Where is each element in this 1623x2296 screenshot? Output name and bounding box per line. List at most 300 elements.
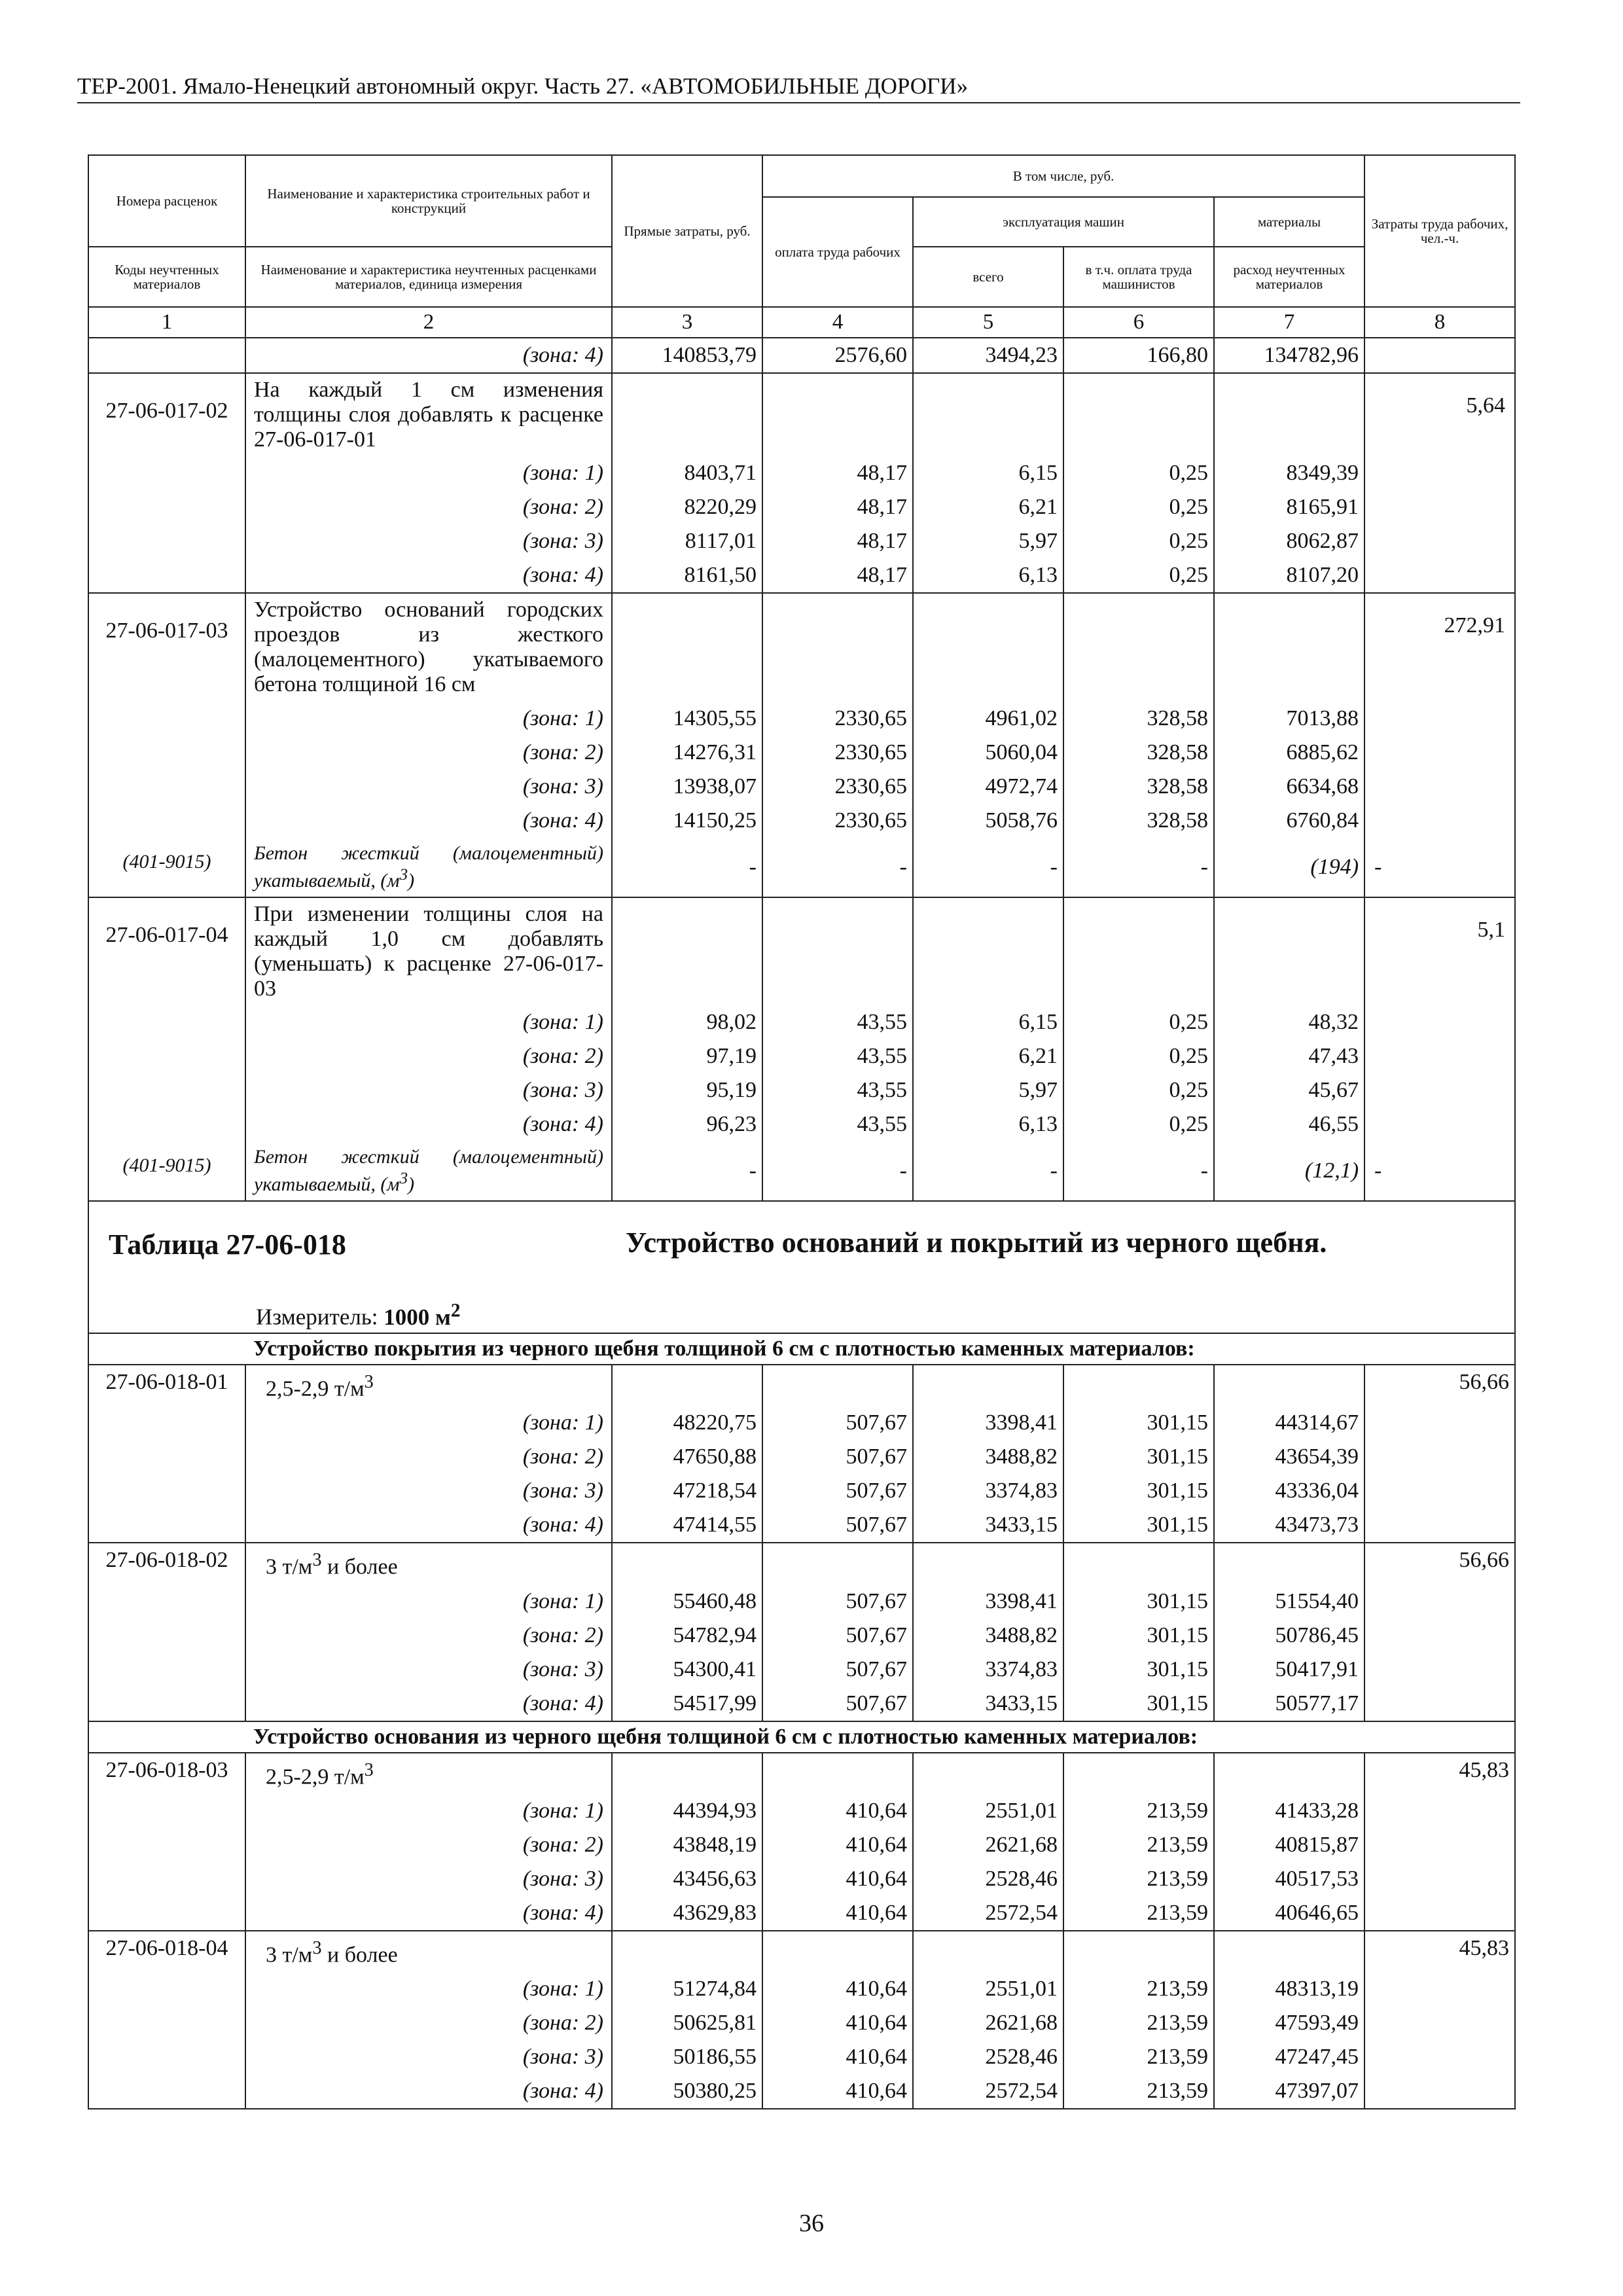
empty-cell [88, 702, 245, 736]
value-cell: 410,64 [762, 1862, 913, 1896]
rate-row [88, 1931, 1515, 1972]
zone-row [88, 456, 1515, 490]
value-cell: 43456,63 [612, 1862, 762, 1896]
carry-over-row [88, 338, 1515, 373]
empty-cell [88, 524, 245, 558]
value-cell: 410,64 [762, 1896, 913, 1931]
column-number: 7 [1214, 307, 1364, 338]
value-cell: 2572,54 [913, 2074, 1063, 2109]
rate-code: 27-06-017-03 [88, 593, 245, 701]
value-cell: 410,64 [762, 1972, 913, 2006]
zone-row [88, 1508, 1515, 1543]
empty-cell [1364, 1794, 1515, 1828]
empty-cell [913, 1931, 1063, 1972]
table-018-title: Устройство оснований и покрытий из черного щебня. [626, 1226, 1327, 1259]
dash-cell: - [612, 838, 762, 897]
value-cell: 47414,55 [612, 1508, 762, 1543]
value-cell: 43,55 [762, 1107, 913, 1141]
rate-row [88, 897, 1515, 1005]
zone-row [88, 1896, 1515, 1931]
material-description: Бетон жесткий (малоцементный) укатываемый, $(м^3)$ [245, 1141, 612, 1201]
zone-label: (зона: 4) [245, 558, 612, 593]
value-cell: 507,67 [762, 1406, 913, 1440]
zone-row [88, 736, 1515, 770]
value-cell: 8117,01 [612, 524, 762, 558]
value-cell: 213,59 [1063, 1828, 1214, 1862]
empty-cell [1364, 1619, 1515, 1653]
zone-row [88, 1107, 1515, 1141]
value-cell: 48313,19 [1214, 1972, 1364, 2006]
empty-cell [1364, 1039, 1515, 1073]
value-cell: 48,32 [1214, 1005, 1364, 1039]
value-cell: 3398,41 [913, 1406, 1063, 1440]
header-labor-pay: оплата труда рабочих [762, 197, 913, 307]
value-cell: 46,55 [1214, 1107, 1364, 1141]
empty-cell [913, 593, 1063, 701]
value-cell: 5,97 [913, 1073, 1063, 1107]
value-cell: 6,13 [913, 1107, 1063, 1141]
items-table-017 [88, 373, 1515, 1201]
header-including: В том числе, руб. [762, 155, 1364, 197]
zone-label: (зона: 4) [245, 1508, 612, 1543]
value-cell: 3488,82 [913, 1440, 1063, 1474]
value-cell: 6,21 [913, 490, 1063, 524]
zone-row [88, 558, 1515, 593]
value-cell: 2621,68 [913, 2006, 1063, 2040]
zone-label: (зона: 3) [245, 1474, 612, 1508]
zone-row [88, 1585, 1515, 1619]
zone-label: (зона: 2) [245, 1039, 612, 1073]
zone-row [88, 1474, 1515, 1508]
value-cell: 48,17 [762, 456, 913, 490]
rate-code: 27-06-017-04 [88, 897, 245, 1005]
zone-row [88, 1073, 1515, 1107]
empty-cell [913, 1365, 1063, 1406]
value-cell: 3398,41 [913, 1585, 1063, 1619]
value-cell: 0,25 [1063, 1005, 1214, 1039]
column-number: 1 [88, 307, 245, 338]
empty-cell [1063, 593, 1214, 701]
value-cell: 6,15 [913, 1005, 1063, 1039]
zone-row [88, 1687, 1515, 1721]
section-heading: Устройство покрытия из черного щебня толщиной 6 см с плотностью каменных материалов: [245, 1333, 1515, 1365]
value-cell: 54300,41 [612, 1653, 762, 1687]
zone-label: (зона: 4) [245, 804, 612, 838]
value-cell: 410,64 [762, 2006, 913, 2040]
rate-code: 27-06-018-03 [88, 1753, 245, 1794]
value-cell: 2551,01 [913, 1972, 1063, 2006]
rate-row [88, 593, 1515, 701]
empty-cell [913, 1753, 1063, 1794]
empty-cell [88, 1828, 245, 1862]
section-heading-row [88, 1333, 1515, 1365]
labor-cost: 45,83 [1364, 1931, 1515, 1972]
empty-cell [1364, 702, 1515, 736]
value-cell: 507,67 [762, 1687, 913, 1721]
value-cell: 48220,75 [612, 1406, 762, 1440]
zone-label: (зона: 3) [245, 1862, 612, 1896]
value-cell: 50625,81 [612, 2006, 762, 2040]
dash-cell: - [1364, 1141, 1515, 1201]
zone-row [88, 1619, 1515, 1653]
zone-label: (зона: 3) [245, 1073, 612, 1107]
empty-cell [88, 736, 245, 770]
rate-code: 27-06-018-04 [88, 1931, 245, 1972]
empty-cell [88, 1794, 245, 1828]
zone-row [88, 770, 1515, 804]
value-cell: 2621,68 [913, 1828, 1063, 1862]
empty-cell [1063, 1365, 1214, 1406]
empty-cell [913, 897, 1063, 1005]
value-cell: 507,67 [762, 1508, 913, 1543]
value-cell: 5,97 [913, 524, 1063, 558]
value-cell: 410,64 [762, 1828, 913, 1862]
empty-cell [88, 804, 245, 838]
value-cell: 2330,65 [762, 736, 913, 770]
value-cell: 48,17 [762, 490, 913, 524]
value-cell: 40517,53 [1214, 1862, 1364, 1896]
column-number: 6 [1063, 307, 1214, 338]
zone-label: (зона: 3) [245, 524, 612, 558]
value-cell: 97,19 [612, 1039, 762, 1073]
column-number: 5 [913, 307, 1063, 338]
value-cell: 41433,28 [1214, 1794, 1364, 1828]
empty-cell [612, 1931, 762, 1972]
measure-value: 1000 $м^2$ [383, 1299, 461, 1330]
value-cell: 50786,45 [1214, 1619, 1364, 1653]
header-material-codes: Коды неучтенных материалов [88, 247, 245, 307]
empty-cell [1214, 373, 1364, 456]
value-cell: 45,67 [1214, 1073, 1364, 1107]
empty-cell [88, 1440, 245, 1474]
empty-cell [1364, 736, 1515, 770]
empty-cell [1364, 1862, 1515, 1896]
dash-cell: - [913, 1141, 1063, 1201]
empty-cell [1364, 490, 1515, 524]
empty-cell [762, 897, 913, 1005]
zone-label: (зона: 1) [245, 1794, 612, 1828]
value-cell: 2330,65 [762, 804, 913, 838]
empty-cell [1364, 2074, 1515, 2109]
empty-cell [1364, 1440, 1515, 1474]
material-row [88, 838, 1515, 897]
value-cell: 301,15 [1063, 1653, 1214, 1687]
dash-cell: - [1063, 1141, 1214, 1201]
zone-row [88, 1406, 1515, 1440]
empty-cell [1364, 524, 1515, 558]
value-cell: 328,58 [1063, 702, 1214, 736]
zone-label: (зона: 2) [245, 736, 612, 770]
zone-row [88, 804, 1515, 838]
value-cell: 14150,25 [612, 804, 762, 838]
empty-cell [1364, 1828, 1515, 1862]
value-cell: 47593,49 [1214, 2006, 1364, 2040]
material-code: (401-9015) [88, 838, 245, 897]
value-cell: 2551,01 [913, 1794, 1063, 1828]
dash-cell: - [1063, 838, 1214, 897]
value-cell: 6,13 [913, 558, 1063, 593]
value-cell: 14305,55 [612, 702, 762, 736]
value-cell: 95,19 [612, 1073, 762, 1107]
value-cell: 301,15 [1063, 1508, 1214, 1543]
value-cell: 328,58 [1063, 804, 1214, 838]
empty-cell [1364, 1687, 1515, 1721]
zone-row [88, 1794, 1515, 1828]
value-cell: 8220,29 [612, 490, 762, 524]
zone-label: (зона: 1) [245, 1005, 612, 1039]
value-cell: 44314,67 [1214, 1406, 1364, 1440]
dash-cell: - [612, 1141, 762, 1201]
value-cell: 0,25 [1063, 558, 1214, 593]
zone-row [88, 1440, 1515, 1474]
rate-code: 27-06-018-01 [88, 1365, 245, 1406]
empty-cell [88, 1474, 245, 1508]
value-cell: 301,15 [1063, 1474, 1214, 1508]
value-cell: 4961,02 [913, 702, 1063, 736]
empty-cell [88, 1972, 245, 2006]
labor-cost: 56,66 [1364, 1543, 1515, 1584]
zone-row [88, 1972, 1515, 2006]
header-materials-unaccounted: расход неучтенных материалов [1214, 247, 1364, 307]
column-number: 3 [612, 307, 762, 338]
rate-description: 3 $т/м^3$ и более [245, 1543, 612, 1584]
value-cell: 50577,17 [1214, 1687, 1364, 1721]
empty-cell [1364, 1896, 1515, 1931]
value-cell: 2528,46 [913, 2040, 1063, 2074]
value-cell: 3433,15 [913, 1687, 1063, 1721]
value-cell: 6,21 [913, 1039, 1063, 1073]
value-cell: 507,67 [762, 1440, 913, 1474]
empty-cell [88, 2040, 245, 2074]
empty-cell [1364, 770, 1515, 804]
value-cell: 3374,83 [913, 1653, 1063, 1687]
value-cell: 43,55 [762, 1073, 913, 1107]
material-code: (401-9015) [88, 1141, 245, 1201]
material-quantity: (194) [1214, 838, 1364, 897]
empty-cell [762, 593, 913, 701]
zone-row [88, 702, 1515, 736]
value-cell: 6760,84 [1214, 804, 1364, 838]
value-cell: 14276,31 [612, 736, 762, 770]
header-work-name: Наименование и характеристика строительных работ и конструкций [245, 155, 612, 247]
value-cell: 3488,82 [913, 1619, 1063, 1653]
empty-cell [88, 1862, 245, 1896]
value-cell: 43,55 [762, 1005, 913, 1039]
value-cell: 213,59 [1063, 2006, 1214, 2040]
empty-cell [1364, 1508, 1515, 1543]
value-cell: 301,15 [1063, 1406, 1214, 1440]
value-cell: 0,25 [1063, 1039, 1214, 1073]
zone-label: (зона: 4) [245, 2074, 612, 2109]
value-cell: 5058,76 [913, 804, 1063, 838]
empty-cell [762, 1753, 913, 1794]
value-cell: 0,25 [1063, 456, 1214, 490]
empty-cell [88, 490, 245, 524]
empty-cell [612, 1365, 762, 1406]
zone-label: (зона: 1) [245, 456, 612, 490]
value-cell: 2528,46 [913, 1862, 1063, 1896]
zone-label: (зона: 1) [245, 1972, 612, 2006]
empty-cell [612, 593, 762, 701]
zone-label: (зона: 2) [245, 490, 612, 524]
value-cell: 507,67 [762, 1619, 913, 1653]
value-cell: 0,25 [1063, 524, 1214, 558]
column-number: 2 [245, 307, 612, 338]
value-cell: 47,43 [1214, 1039, 1364, 1073]
empty-cell [612, 1543, 762, 1584]
empty-cell [88, 1406, 245, 1440]
items-section-base [88, 1753, 1515, 2109]
empty-cell [1063, 1543, 1214, 1584]
zone-label: (зона: 2) [245, 2006, 612, 2040]
value-cell: 48,17 [762, 524, 913, 558]
header-machinist-pay: в т.ч. оплата труда машинистов [1063, 247, 1214, 307]
empty-cell [1214, 897, 1364, 1005]
value-cell: 43,55 [762, 1039, 913, 1073]
value-cell: 50380,25 [612, 2074, 762, 2109]
value-cell: 47218,54 [612, 1474, 762, 1508]
zone-label: (зона: 4) [245, 1896, 612, 1931]
column-number: 4 [762, 307, 913, 338]
labor-cost: 272,91 [1364, 593, 1515, 701]
empty-cell [913, 1543, 1063, 1584]
empty-cell [1214, 1365, 1364, 1406]
empty-cell [88, 1653, 245, 1687]
value-cell: 301,15 [1063, 1585, 1214, 1619]
value-cell: 47650,88 [612, 1440, 762, 1474]
value-cell: 6,15 [913, 456, 1063, 490]
section-heading-row [88, 1721, 1515, 1753]
rates-table-area [88, 154, 1514, 2109]
dash-cell: - [762, 838, 913, 897]
labor-cost: 45,83 [1364, 1753, 1515, 1794]
value-cell: 54517,99 [612, 1687, 762, 1721]
value-cell: 51554,40 [1214, 1585, 1364, 1619]
material-row [88, 1141, 1515, 1201]
zone-label: (зона: 3) [245, 1653, 612, 1687]
zone-row [88, 2040, 1515, 2074]
empty-cell [1364, 2040, 1515, 2074]
value-cell: 6885,62 [1214, 736, 1364, 770]
empty-cell [1063, 373, 1214, 456]
empty-cell [88, 1619, 245, 1653]
empty-cell [1214, 1543, 1364, 1584]
value-cell: 213,59 [1063, 1794, 1214, 1828]
value-cell: 7013,88 [1214, 702, 1364, 736]
empty-cell [88, 1107, 245, 1141]
empty-cell [1364, 1653, 1515, 1687]
value-cell: 54782,94 [612, 1619, 762, 1653]
empty-cell [1214, 1753, 1364, 1794]
labor-cost: 5,64 [1364, 373, 1515, 456]
zone-row [88, 1039, 1515, 1073]
zone-label: (зона: 4) [245, 1107, 612, 1141]
value-cell: 301,15 [1063, 1687, 1214, 1721]
value-cell: 2572,54 [913, 1896, 1063, 1931]
value-cell: 301,15 [1063, 1619, 1214, 1653]
value-cell: 13938,07 [612, 770, 762, 804]
empty-cell [1364, 1585, 1515, 1619]
rate-description: 3 $т/м^3$ и более [245, 1931, 612, 1972]
empty-cell [1364, 1474, 1515, 1508]
value-cell: 6634,68 [1214, 770, 1364, 804]
value-cell: 50186,55 [612, 2040, 762, 2074]
value-cell: 43848,19 [612, 1828, 762, 1862]
value-cell: 4972,74 [913, 770, 1063, 804]
value-cell: 0,25 [1063, 1107, 1214, 1141]
empty-cell [1364, 558, 1515, 593]
rate-code: 27-06-018-02 [88, 1543, 245, 1584]
table-018-title-row [88, 1201, 1515, 1333]
rate-description: На каждый 1 см изменения толщины слоя добавлять к расценке 27-06-017-01 [245, 373, 612, 456]
value-cell: 213,59 [1063, 1972, 1214, 2006]
value-cell: 50417,91 [1214, 1653, 1364, 1687]
dash-cell: - [913, 838, 1063, 897]
value-cell: 47247,45 [1214, 2040, 1364, 2074]
zone-label: (зона: 2) [245, 1828, 612, 1862]
empty-cell [1364, 1005, 1515, 1039]
empty-cell [1364, 2006, 1515, 2040]
empty-cell [762, 1365, 913, 1406]
empty-cell [612, 373, 762, 456]
rate-description: 2,5-2,9 $т/м^3$ [245, 1753, 612, 1794]
value-cell: 410,64 [762, 2040, 913, 2074]
empty-cell [88, 456, 245, 490]
value-cell: 0,25 [1063, 490, 1214, 524]
empty-cell [1063, 897, 1214, 1005]
zone-row [88, 1005, 1515, 1039]
value-cell: 3494,23 [913, 338, 1063, 373]
value-cell: 8349,39 [1214, 456, 1364, 490]
rate-description: 2,5-2,9 $т/м^3$ [245, 1365, 612, 1406]
value-cell: 44394,93 [612, 1794, 762, 1828]
zone-label: (зона: 1) [245, 1406, 612, 1440]
zone-label: (зона: 2) [245, 1440, 612, 1474]
empty-cell [1364, 1972, 1515, 2006]
zone-row [88, 1862, 1515, 1896]
value-cell: 48,17 [762, 558, 913, 593]
value-cell: 43654,39 [1214, 1440, 1364, 1474]
value-cell: 301,15 [1063, 1440, 1214, 1474]
value-cell: 3374,83 [913, 1474, 1063, 1508]
value-cell: 43336,04 [1214, 1474, 1364, 1508]
empty-cell [88, 558, 245, 593]
empty-cell [88, 1585, 245, 1619]
value-cell: 51274,84 [612, 1972, 762, 2006]
value-cell: 8161,50 [612, 558, 762, 593]
page-number: 36 [799, 2210, 824, 2237]
value-cell: 213,59 [1063, 1862, 1214, 1896]
empty-cell [762, 1931, 913, 1972]
zone-row [88, 1653, 1515, 1687]
rate-description: При изменении толщины слоя на каждый 1,0 см добавлять (уменьшать) к расценке 27-06-017-03 [245, 897, 612, 1005]
rate-row [88, 373, 1515, 456]
header-direct-costs: Прямые затраты, руб. [612, 155, 762, 307]
rate-code: 27-06-017-02 [88, 373, 245, 456]
header-material-names: Наименование и характеристика неучтенных расценками материалов, единица измерения [245, 247, 612, 307]
empty-cell [1364, 1107, 1515, 1141]
dash-cell: - [762, 1141, 913, 1201]
value-cell: 213,59 [1063, 1896, 1214, 1931]
empty-cell [1364, 456, 1515, 490]
value-cell: 40815,87 [1214, 1828, 1364, 1862]
zone-label: (зона: 2) [245, 1619, 612, 1653]
column-number: 8 [1364, 307, 1515, 338]
value-cell: 507,67 [762, 1585, 913, 1619]
empty-cell [88, 1896, 245, 1931]
value-cell: 166,80 [1063, 338, 1214, 373]
empty-cell [88, 2006, 245, 2040]
